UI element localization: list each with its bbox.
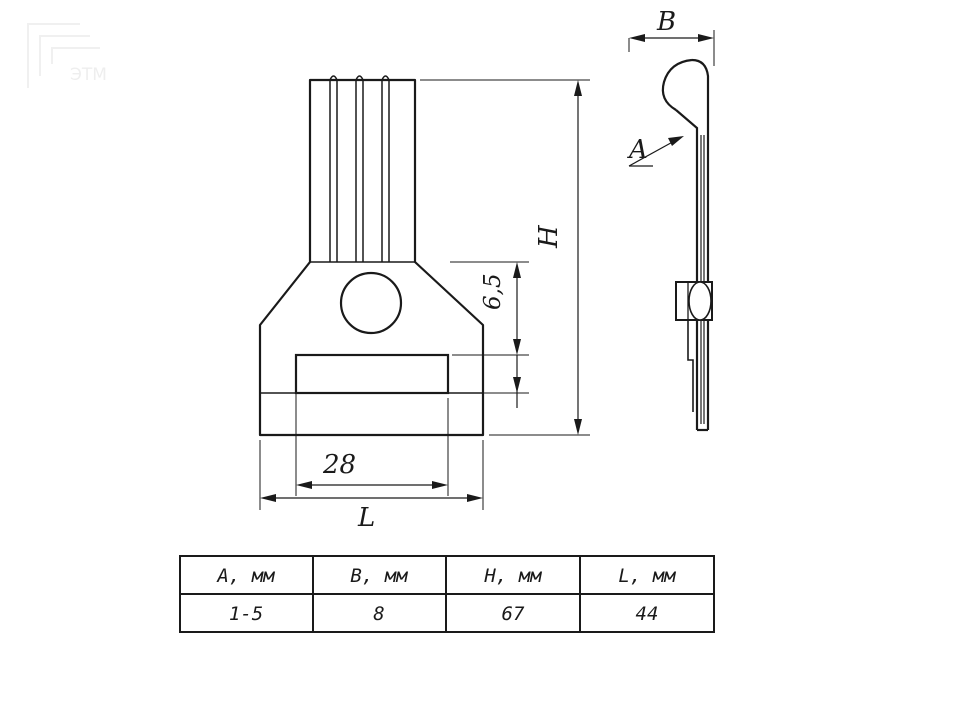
watermark-text: ЭТМ bbox=[70, 65, 107, 85]
dimension-label-B: B bbox=[657, 7, 677, 37]
table-value-cell: 67 bbox=[501, 603, 525, 625]
table-header-cell: B, мм bbox=[350, 565, 408, 587]
dimension-label-28: 28 bbox=[323, 450, 357, 480]
table-value-cell: 8 bbox=[373, 603, 385, 625]
table-value-cell: 44 bbox=[635, 603, 659, 625]
table-value-cell: 1-5 bbox=[228, 603, 264, 625]
dimension-label-6-5: 6,5 bbox=[480, 273, 506, 310]
side-view bbox=[627, 7, 714, 430]
clip-hook-curve bbox=[663, 60, 692, 110]
front-view bbox=[260, 76, 590, 533]
dimension-label-H: H bbox=[534, 225, 564, 248]
dimension-A bbox=[627, 135, 684, 166]
dimension-label-A: A bbox=[629, 135, 648, 165]
clip-inner-lines bbox=[701, 135, 704, 424]
table-header-cell: A, мм bbox=[217, 565, 275, 587]
dimension-B bbox=[629, 7, 714, 66]
pivot-tail bbox=[688, 320, 693, 412]
dimension-label-L: L bbox=[358, 503, 376, 533]
clip-back-edge bbox=[692, 60, 708, 430]
clip-front-edge bbox=[676, 110, 697, 430]
dimension-table bbox=[180, 556, 714, 632]
dimension-L bbox=[260, 440, 483, 533]
table-header-cell: H, мм bbox=[484, 565, 542, 587]
mounting-hole bbox=[341, 273, 401, 333]
table-header-cell: L, мм bbox=[618, 565, 676, 587]
rectangular-slot bbox=[296, 355, 448, 393]
pivot-ellipse bbox=[689, 282, 711, 320]
